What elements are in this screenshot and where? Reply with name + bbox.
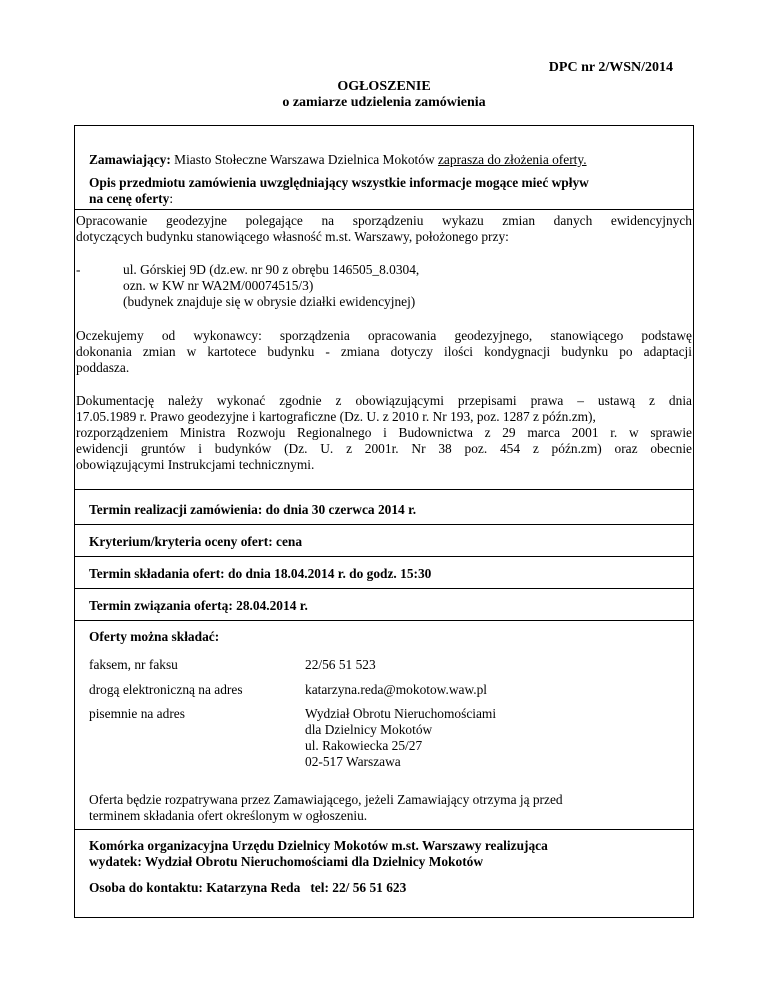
term-submission: Termin składania ofert: do dnia 18.04.2014 r. do godz. 15:30	[89, 566, 432, 581]
email-address[interactable]: katarzyna.reda@mokotow.waw.pl	[305, 682, 488, 697]
postal-address-line-2: dla Dzielnicy Mokotów	[305, 722, 433, 737]
evaluation-criteria: Kryterium/kryteria oceny ofert: cena	[89, 534, 303, 549]
ordering-party-name: Miasto Stołeczne Warszawa Dzielnica Mokotów	[170, 152, 438, 167]
divider	[74, 556, 694, 557]
postal-address-line-4: 02-517 Warszawa	[305, 754, 401, 769]
address-line-3: (budynek znajduje się w obrysie działki ewidencyjnej)	[123, 294, 416, 309]
documentation-line-1: Dokumentację należy wykonać zgodnie z obowiązującymi przepisami prawa – ustawą z dnia	[76, 393, 692, 408]
documentation-line-5: obowiązującymi Instrukcjami technicznymi.	[76, 457, 315, 472]
offer-note-line-2: terminem składania ofert określonym w ogłoszeniu.	[89, 808, 368, 823]
offer-note-line-1: Oferta będzie rozpatrywana przez Zamawiającego, jeżeli Zamawiający otrzyma ją przed	[89, 792, 563, 807]
postal-label: pisemnie na adres	[89, 706, 185, 721]
department-line-1: Komórka organizacyjna Urzędu Dzielnicy Mokotów m.st. Warszawy realizująca	[89, 838, 548, 853]
document-reference: DPC nr 2/WSN/2014	[548, 60, 673, 75]
fax-label: faksem, nr faksu	[89, 657, 178, 672]
address-line-1: ul. Górskiej 9D (dz.ew. nr 90 z obrębu 146505_8.0304,	[123, 262, 420, 277]
documentation-line-2: 17.05.1989 r. Prawo geodezyjne i kartograficzne (Dz. U. z 2010 r. Nr 193, poz. 1287 z późn.zm),	[76, 409, 596, 424]
page-title: OGŁOSZENIE	[337, 79, 431, 94]
page-subtitle: o zamiarze udzielenia zamówienia	[282, 95, 486, 110]
intro-line-2: dotyczących budynku stanowiącego własność m.st. Warszawy, położonego przy:	[76, 229, 509, 244]
address-line-2: ozn. w KW nr WA2M/00074515/3)	[123, 278, 314, 293]
divider	[74, 620, 694, 621]
offers-heading: Oferty można składać:	[89, 629, 220, 644]
description-heading-line-1: Opis przedmiotu zamówienia uwzględniający wszystkie informacje mogące mieć wpływ	[89, 175, 589, 190]
fax-number: 22/56 51 523	[305, 657, 376, 672]
description-heading-line-2	[89, 191, 173, 207]
documentation-line-4: ewidencji gruntów i budynków (Dz. U. z 2001r. Nr 38 poz. 454 z późn.zm) oraz obecnie	[76, 441, 692, 456]
description-heading-colon: :	[169, 191, 174, 206]
term-binding: Termin związania ofertą: 28.04.2014 r.	[89, 598, 308, 613]
expectation-line-3: poddasza.	[76, 360, 130, 375]
bullet-dash: -	[76, 262, 81, 277]
divider	[74, 524, 694, 525]
description-heading-text: na cenę oferty	[89, 191, 170, 206]
ordering-party-label: Zamawiający:	[89, 152, 171, 167]
ordering-party	[89, 152, 587, 168]
divider	[74, 829, 694, 830]
divider	[74, 588, 694, 589]
documentation-line-3: rozporządzeniem Ministra Rozwoju Regionalnego i Budownictwa z 29 marca 2001 r. w sprawie	[76, 425, 692, 440]
email-label: drogą elektroniczną na adres	[89, 682, 243, 697]
invitation-text: zaprasza do złożenia oferty.	[437, 152, 587, 167]
contact-person: Osoba do kontaktu: Katarzyna Reda tel: 22/ 56 51 623	[89, 880, 407, 895]
postal-address-line-3: ul. Rakowiecka 25/27	[305, 738, 423, 753]
expectation-line-1: Oczekujemy od wykonawcy: sporządzenia opracowania geodezyjnego, stanowiącego podstawę	[76, 328, 692, 343]
expectation-line-2: dokonania zmian w kartotece budynku - zmiana dotyczy ilości kondygnacji budynku po adaptacji	[76, 344, 692, 359]
department-line-2: wydatek: Wydział Obrotu Nieruchomościami dla Dzielnicy Mokotów	[89, 854, 484, 869]
intro-line-1: Opracowanie geodezyjne polegające na sporządzeniu wykazu zmian danych ewidencyjnych	[76, 213, 692, 228]
postal-address-line-1: Wydział Obrotu Nieruchomościami	[305, 706, 497, 721]
term-realization: Termin realizacji zamówienia: do dnia 30 czerwca 2014 r.	[89, 502, 417, 517]
divider	[74, 209, 694, 210]
